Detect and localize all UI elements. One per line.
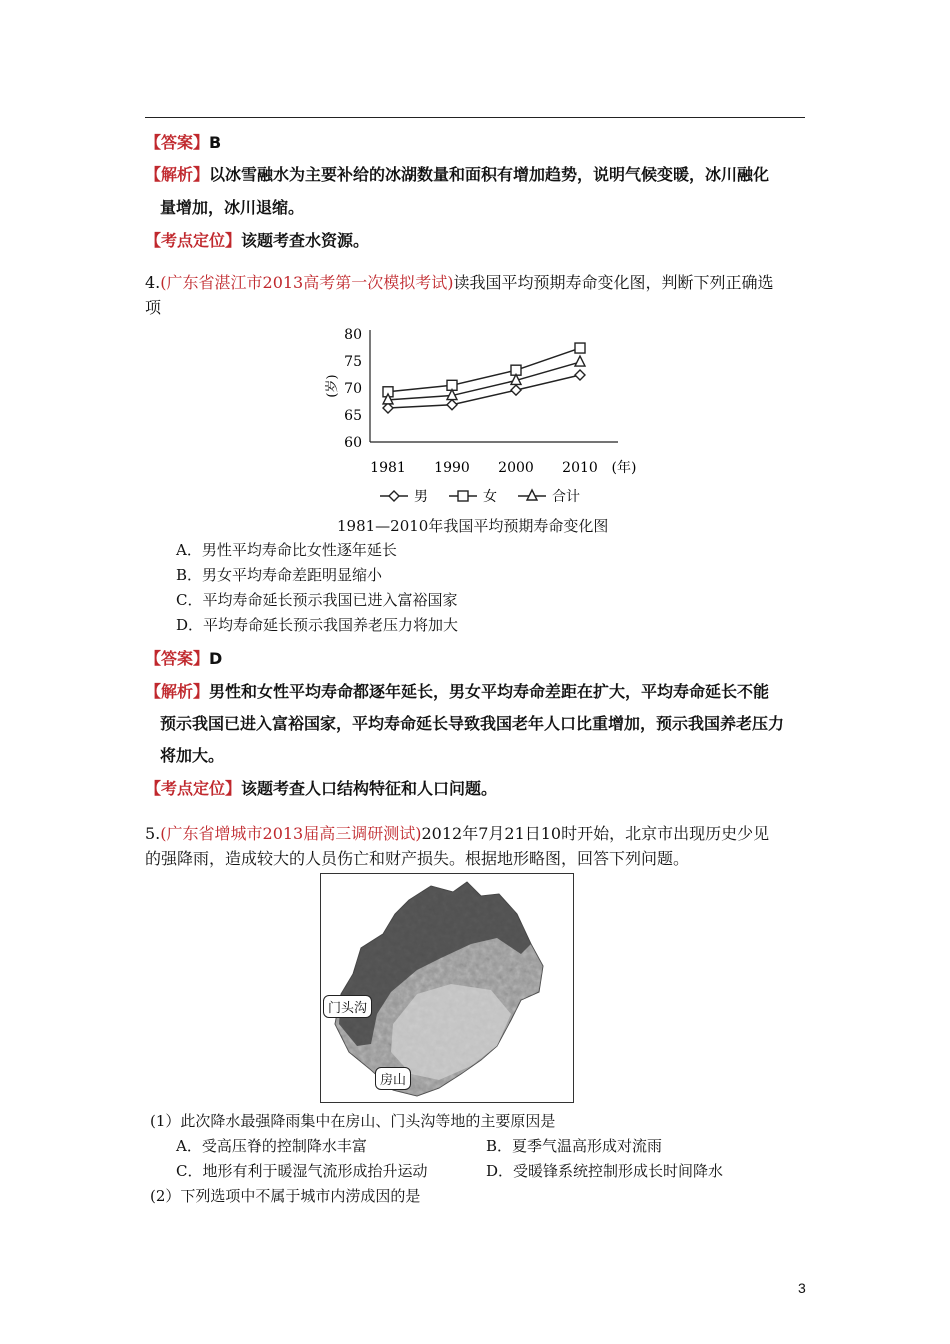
question-4-cont: 项 [145, 298, 162, 317]
question-number: 5. [145, 824, 161, 843]
series-line-diamond [388, 375, 580, 408]
x-tick-label: 2000 [498, 460, 534, 476]
point-tag: 【考点定位】 [145, 231, 242, 250]
data-point-triangle [575, 356, 585, 366]
analysis-text: 男性和女性平均寿命都逐年延长，男女平均寿命差距在扩大，平均寿命延长不能 [209, 682, 770, 701]
x-tick-label: 1981 [370, 460, 406, 476]
data-point-diamond [447, 400, 457, 410]
option-b: B．男女平均寿命差距明显缩小 [176, 566, 383, 584]
legend-marker-triangle [527, 490, 537, 500]
analysis-4-line1 [145, 680, 769, 704]
point-4 [145, 777, 497, 801]
analysis-4-line3: 将加大。 [160, 746, 225, 765]
point-3 [145, 229, 369, 253]
answer-tag: 【答案】 [145, 133, 210, 152]
sub1-option-b: B．夏季气温高形成对流雨 [486, 1137, 663, 1155]
option-a: A．男性平均寿命比女性逐年延长 [176, 541, 397, 559]
question-text: 2012年7月21日10时开始，北京市出现历史少见 [421, 824, 770, 843]
analysis-tag: 【解析】 [145, 682, 210, 701]
answer-tag: 【答案】 [145, 649, 210, 668]
data-point-square [575, 343, 585, 353]
series-line-triangle [388, 362, 580, 400]
x-axis-unit: (年) [611, 460, 637, 476]
sub1-option-a: A．受高压脊的控制降水丰富 [176, 1137, 367, 1155]
analysis-tag: 【解析】 [145, 165, 210, 184]
terrain-image [321, 874, 573, 1102]
answer-4 [145, 647, 222, 671]
legend-marker-diamond [389, 491, 399, 501]
y-tick-label: 75 [344, 354, 362, 370]
question-5-cont: 的强降雨，造成较大的人员伤亡和财产损失。根据地形略图，回答下列问题。 [145, 849, 690, 868]
question-text: 读我国平均预期寿命变化图，判断下列正确选 [453, 273, 774, 292]
analysis-3-line1 [145, 163, 769, 187]
sub1-option-d: D．受暖锋系统控制形成长时间降水 [486, 1162, 724, 1180]
answer-3 [145, 131, 221, 155]
data-point-diamond [575, 370, 585, 380]
analysis-4-line2: 预示我国已进入富裕国家，平均寿命延长导致我国老年人口比重增加，预示我国养老压力 [160, 714, 785, 733]
map-label-fangshan: 房山 [375, 1067, 411, 1090]
y-tick-label: 65 [344, 408, 362, 424]
legend-label-diamond: 男 [414, 489, 428, 505]
option-d: D．平均寿命延长预示我国养老压力将加大 [176, 616, 459, 634]
life-expectancy-chart [318, 320, 638, 510]
page-number: 3 [798, 1280, 806, 1296]
analysis-3-line2: 量增加，冰川退缩。 [160, 198, 305, 217]
answer-value: D [209, 649, 223, 668]
x-tick-label: 1990 [434, 460, 470, 476]
header-rule [145, 117, 805, 118]
analysis-text: 以冰雪融水为主要补给的冰湖数量和面积有增加趋势，说明气候变暖，冰川融化 [209, 165, 770, 184]
chart-caption: 1981—2010年我国平均预期寿命变化图 [337, 517, 609, 535]
question-4 [145, 271, 774, 295]
question-source: (广东省增城市2013届高三调研测试) [160, 824, 422, 843]
question-number: 4. [145, 273, 161, 292]
answer-value: B [209, 133, 222, 152]
question-5 [145, 822, 769, 846]
x-tick-label: 2010 [562, 460, 598, 476]
y-tick-label: 70 [344, 381, 362, 397]
legend-label-square: 女 [483, 489, 497, 505]
data-point-diamond [511, 385, 521, 395]
legend-marker-square [458, 491, 468, 501]
question-source: (广东省湛江市2013高考第一次模拟考试) [160, 273, 454, 292]
point-tag: 【考点定位】 [145, 779, 242, 798]
point-text: 该题考查人口结构特征和人口问题。 [241, 779, 498, 798]
sub1-option-c: C．地形有利于暖湿气流形成抬升运动 [176, 1162, 428, 1180]
sub-question-2: (2）下列选项中不属于城市内涝成因的是 [150, 1187, 421, 1205]
y-tick-label: 80 [344, 327, 362, 343]
option-c: C．平均寿命延长预示我国已进入富裕国家 [176, 591, 458, 609]
map-label-mentougou: 门头沟 [323, 995, 372, 1018]
beijing-terrain-map [320, 873, 574, 1103]
legend-label-triangle: 合计 [552, 489, 580, 505]
y-tick-label: 60 [344, 435, 362, 451]
sub-question-1: (1）此次降水最强降雨集中在房山、门头沟等地的主要原因是 [150, 1112, 556, 1130]
point-text: 该题考查水资源。 [241, 231, 370, 250]
y-axis-label: (岁) [325, 374, 340, 398]
